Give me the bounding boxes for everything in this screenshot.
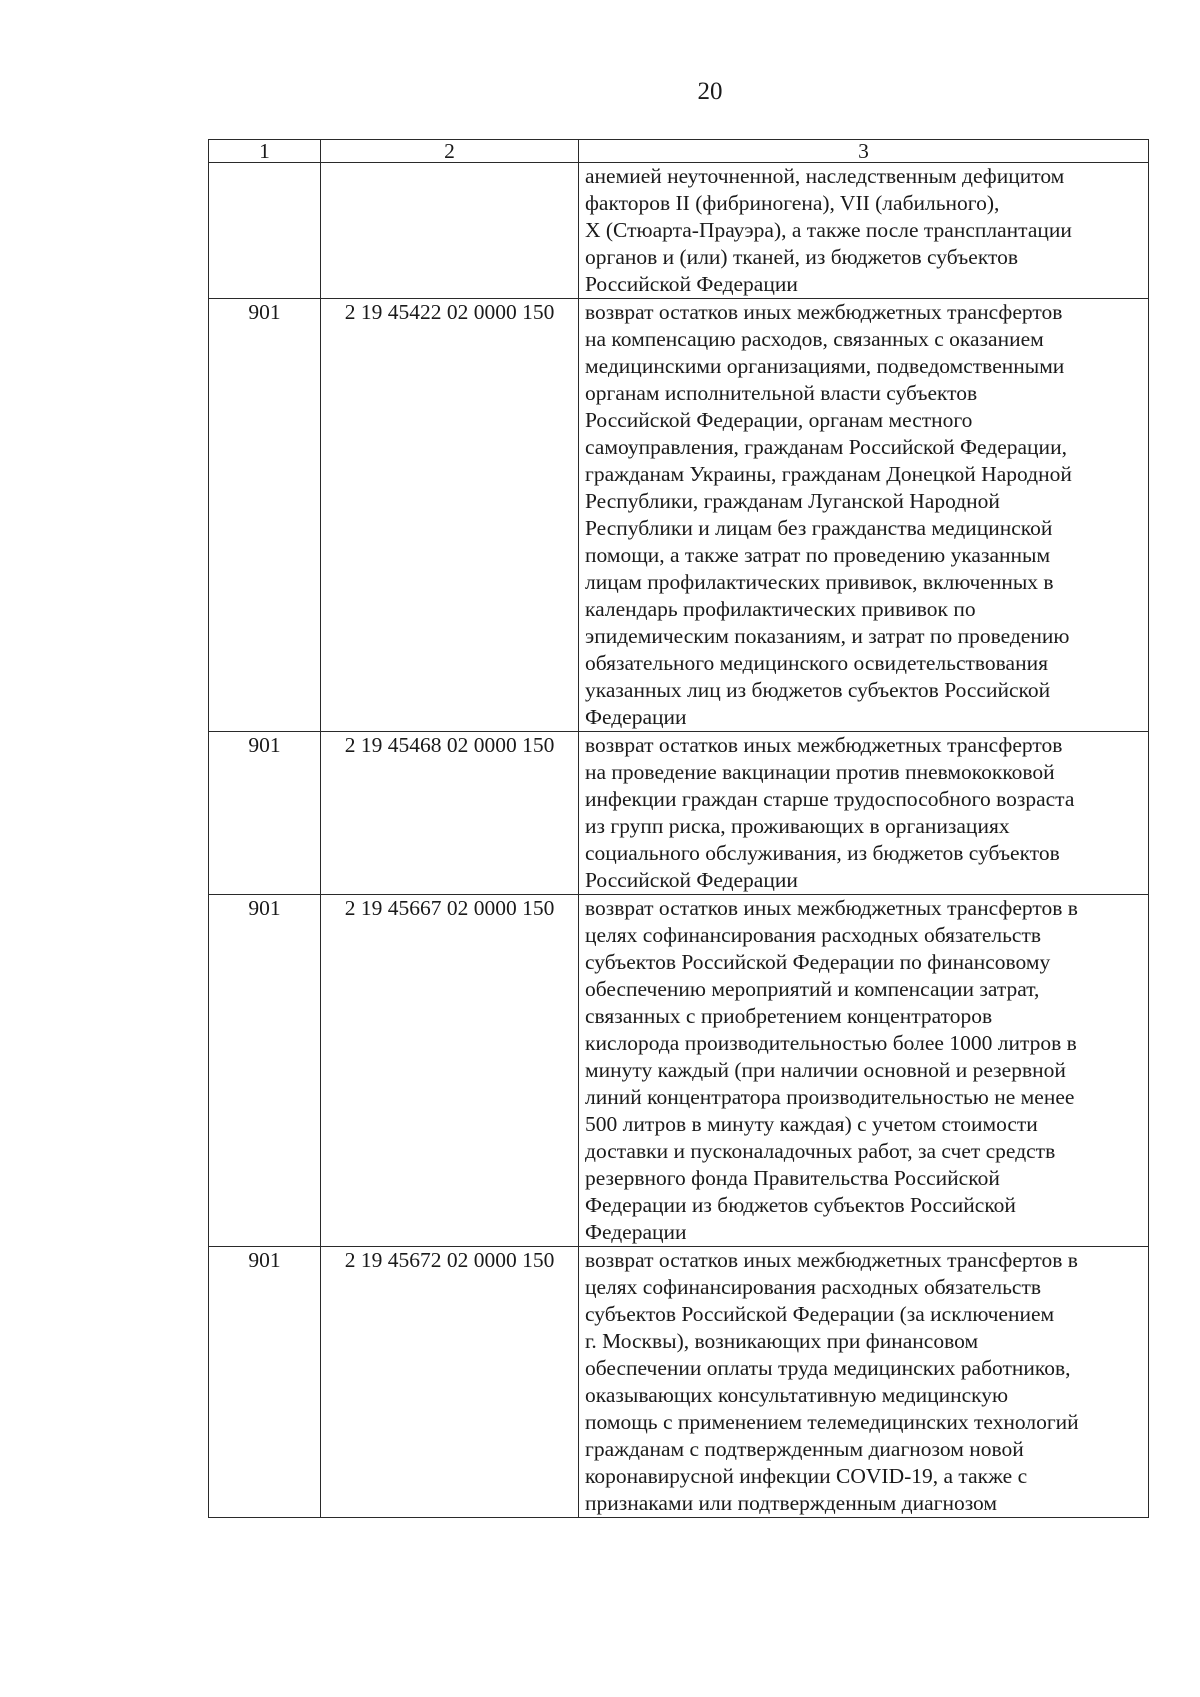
- description-line: X (Стюарта-Прауэра), а также после трансплантации: [585, 218, 1072, 242]
- budget-code-cell: 2 19 45468 02 0000 150: [321, 732, 579, 895]
- header-col-2: 2: [321, 140, 579, 163]
- description-line: Российской Федерации, органам местного: [585, 408, 973, 432]
- description-line: целях софинансирования расходных обязательств: [585, 1275, 1042, 1299]
- description-line: из групп риска, проживающих в организациях: [585, 814, 1010, 838]
- description-line: медицинскими организациями, подведомственными: [585, 354, 1065, 378]
- description-line: доставки и пусконаладочных работ, за счет средств: [585, 1139, 1056, 1163]
- description-line: Федерации из бюджетов субъектов Российской: [585, 1193, 1016, 1217]
- table-row: [209, 299, 1149, 732]
- description-line: помощи, а также затрат по проведению указанным: [585, 543, 1051, 567]
- budget-code-cell: 2 19 45667 02 0000 150: [321, 895, 579, 1247]
- description-line: Федерации: [585, 705, 687, 729]
- description-line: связанных с приобретением концентраторов: [585, 1004, 993, 1028]
- description-line: анемией неуточненной, наследственным дефицитом: [585, 164, 1065, 188]
- description-cell: [579, 163, 1149, 299]
- description-line: Республики и лицам без гражданства медицинской: [585, 516, 1053, 540]
- description-line: Российской Федерации: [585, 868, 798, 892]
- description-line: кислорода производительностью более 1000 литров в: [585, 1031, 1077, 1055]
- description-line: Республики, гражданам Луганской Народной: [585, 489, 1000, 513]
- description-line: возврат остатков иных межбюджетных трансфертов в: [585, 896, 1078, 920]
- description-line: возврат остатков иных межбюджетных трансфертов: [585, 300, 1063, 324]
- description-line: г. Москвы), возникающих при финансовом: [585, 1329, 979, 1353]
- header-col-1: 1: [209, 140, 321, 163]
- budget-code-cell: 2 19 45672 02 0000 150: [321, 1247, 579, 1518]
- description-line: гражданам Украины, гражданам Донецкой Народной: [585, 462, 1072, 486]
- description-line: 500 литров в минуту каждая) с учетом стоимости: [585, 1112, 1038, 1136]
- description-line: гражданам с подтвержденным диагнозом новой: [585, 1437, 1024, 1461]
- budget-code-cell: 2 19 45422 02 0000 150: [321, 299, 579, 732]
- description-line: самоуправления, гражданам Российской Федерации,: [585, 435, 1067, 459]
- description-line: коронавирусной инфекции COVID-19, а также с: [585, 1464, 1028, 1488]
- admin-code-cell: 901: [209, 895, 321, 1247]
- admin-code-cell: 901: [209, 1247, 321, 1518]
- description-line: обеспечении оплаты труда медицинских работников,: [585, 1356, 1071, 1380]
- description-line: указанных лиц из бюджетов субъектов Российской: [585, 678, 1051, 702]
- description-line: Российской Федерации: [585, 272, 798, 296]
- admin-code-cell: [209, 163, 321, 299]
- table-row: [209, 895, 1149, 1247]
- budget-codes-table: [208, 139, 1149, 1518]
- description-cell: [579, 299, 1149, 732]
- description-line: календарь профилактических прививок по: [585, 597, 976, 621]
- description-line: субъектов Российской Федерации по финансовому: [585, 950, 1051, 974]
- description-line: инфекции граждан старше трудоспособного возраста: [585, 787, 1075, 811]
- description-line: помощь с применением телемедицинских технологий: [585, 1410, 1079, 1434]
- description-line: на проведение вакцинации против пневмококковой: [585, 760, 1055, 784]
- description-line: факторов II (фибриногена), VII (лабильного),: [585, 191, 1000, 215]
- description-line: резервного фонда Правительства Российской: [585, 1166, 1000, 1190]
- table-row: [209, 1247, 1149, 1518]
- description-line: обязательного медицинского освидетельствования: [585, 651, 1048, 675]
- description-cell: [579, 895, 1149, 1247]
- description-line: признаками или подтвержденным диагнозом: [585, 1491, 998, 1515]
- description-line: эпидемическим показаниям, и затрат по проведению: [585, 624, 1070, 648]
- description-line: возврат остатков иных межбюджетных трансфертов: [585, 733, 1063, 757]
- header-col-3: 3: [579, 140, 1149, 163]
- description-line: минуту каждый (при наличии основной и резервной: [585, 1058, 1066, 1082]
- description-line: линий концентратора производительностью не менее: [585, 1085, 1075, 1109]
- description-line: органам исполнительной власти субъектов: [585, 381, 978, 405]
- description-line: социального обслуживания, из бюджетов субъектов: [585, 841, 1060, 865]
- table-row: [209, 163, 1149, 299]
- description-cell: [579, 732, 1149, 895]
- description-cell: [579, 1247, 1149, 1518]
- admin-code-cell: 901: [209, 732, 321, 895]
- table-row: [209, 732, 1149, 895]
- admin-code-cell: 901: [209, 299, 321, 732]
- description-line: на компенсацию расходов, связанных с оказанием: [585, 327, 1044, 351]
- description-line: оказывающих консультативную медицинскую: [585, 1383, 1009, 1407]
- page-number: 20: [697, 78, 723, 105]
- description-line: лицам профилактических прививок, включенных в: [585, 570, 1054, 594]
- description-line: целях софинансирования расходных обязательств: [585, 923, 1042, 947]
- description-line: субъектов Российской Федерации (за исключением: [585, 1302, 1055, 1326]
- table-header-row: [209, 140, 1149, 163]
- description-line: возврат остатков иных межбюджетных трансфертов в: [585, 1248, 1078, 1272]
- budget-code-cell: [321, 163, 579, 299]
- description-line: Федерации: [585, 1220, 687, 1244]
- description-line: обеспечению мероприятий и компенсации затрат,: [585, 977, 1040, 1001]
- description-line: органов и (или) тканей, из бюджетов субъектов: [585, 245, 1019, 269]
